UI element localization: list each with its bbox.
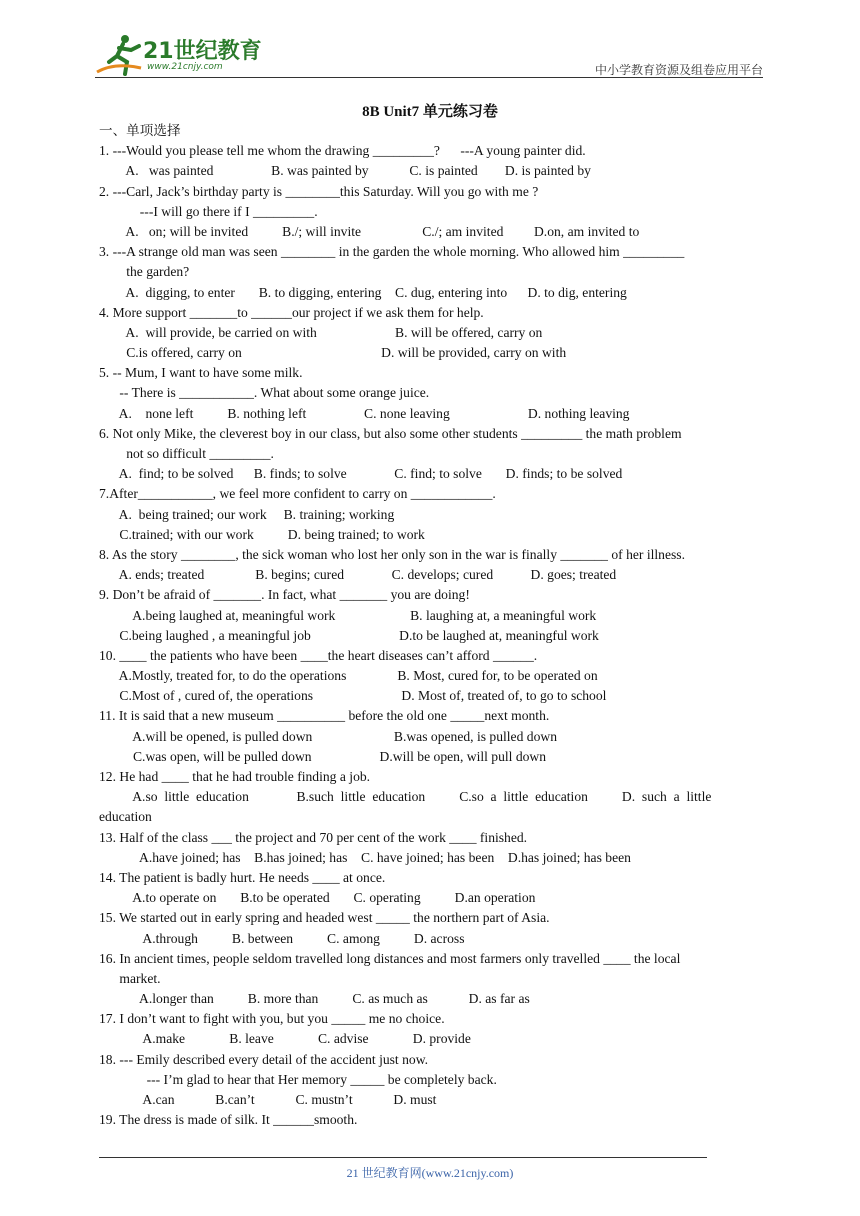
question-line: 12. He had ____ that he had trouble finding a job. [99, 769, 371, 784]
question-line: 19. The dress is made of silk. It ______smooth. [99, 1112, 358, 1128]
question-line: 8. As the story ________, the sick woman who lost her only son in the war is finally _______ of her illness. [99, 546, 685, 562]
question-line: 10. ____ the patients who have been ____the heart diseases can’t afford ______. [99, 647, 538, 663]
header-divider [95, 77, 763, 78]
question-line: A.longer than B. more than C. as much as D. as far as [99, 991, 530, 1007]
question-line: not so difficult _________. [99, 446, 274, 461]
question-line: 3. ---A strange old man was seen ________ in the garden the whole morning. Who allowed him _________ [99, 244, 685, 260]
logo [95, 32, 265, 78]
question-line: A. being trained; our work B. training; working [99, 506, 395, 522]
question-line: market. [99, 970, 161, 986]
question-list [99, 141, 761, 1130]
question-line: A.so little education B.such little education C.so a little education D. such a little [99, 789, 712, 805]
question-line: --- I’m glad to hear that Her memory _____ be completely back. [99, 1071, 497, 1087]
question-line: 7.After___________, we feel more confident to carry on ____________. [99, 486, 496, 502]
question-line: C.was open, will be pulled down D.will be open, will pull down [99, 748, 547, 764]
question-line: education [99, 809, 152, 825]
question-line: A. was painted B. was painted by C. is painted D. is painted by [99, 163, 591, 179]
question-line: 16. In ancient times, people seldom travelled long distances and most farmers only travelled ____ the local [99, 950, 681, 966]
question-line: 14. The patient is badly hurt. He needs ____ at once. [99, 869, 386, 885]
question-line: 5. -- Mum, I want to have some milk. [99, 365, 303, 381]
question-line: A. digging, to enter B. to digging, entering C. dug, entering into D. to dig, entering [99, 284, 627, 300]
question-line: ---I will go there if I _________. [99, 203, 318, 219]
question-line: A.will be opened, is pulled down B.was opened, is pulled down [99, 728, 557, 744]
logo-text: 21世纪教育 [143, 39, 262, 64]
question-line: 1. ---Would you please tell me whom the drawing _________? ---A young painter did. [99, 143, 586, 159]
question-line: 11. It is said that a new museum __________ before the old one _____next month. [99, 708, 550, 724]
footer-divider [99, 1157, 707, 1158]
question-line: -- There is ___________. What about some orange juice. [99, 385, 430, 401]
question-line: 9. Don’t be afraid of _______. In fact, what _______ you are doing! [99, 587, 470, 603]
logo-url: www.21cnjy.com [147, 62, 223, 72]
question-line: A.make B. leave C. advise D. provide [99, 1031, 471, 1047]
question-line: A.can B.can’t C. mustn’t D. must [99, 1092, 437, 1107]
page-footer: 21 世纪教育网(www.21cnjy.com) [346, 1166, 514, 1180]
question-line: C.is offered, carry on D. will be provided, carry on with [99, 345, 567, 361]
question-line: C.being laughed , a meaningful job D.to be laughed at, meaningful work [99, 627, 599, 643]
question-line: A.through B. between C. among D. across [99, 930, 465, 946]
exercise-content [99, 121, 761, 1130]
question-line: 6. Not only Mike, the cleverest boy in our class, but also some other students _________ the math problem [99, 425, 682, 441]
question-line: A. will provide, be carried on with B. will be offered, carry on [99, 324, 543, 340]
question-line: 13. Half of the class ___ the project and 70 per cent of the work ____ finished. [99, 829, 528, 845]
question-line: 18. --- Emily described every detail of the accident just now. [99, 1051, 429, 1067]
question-line: C.trained; with our work D. being trained; to work [99, 526, 425, 542]
page-title: 8B Unit7 单元练习卷 [362, 104, 498, 120]
question-line: A.have joined; has B.has joined; has C. have joined; has been D.has joined; has been [99, 849, 631, 865]
question-line: 2. ---Carl, Jack’s birthday party is ________this Saturday. Will you go with me ? [99, 183, 539, 199]
question-line: A. none left B. nothing left C. none leaving D. nothing leaving [99, 405, 630, 421]
page-header [95, 32, 763, 78]
question-line: 17. I don’t want to fight with you, but you _____ me no choice. [99, 1011, 445, 1027]
question-line: A.being laughed at, meaningful work B. laughing at, a meaningful work [99, 607, 597, 623]
question-line: the garden? [99, 264, 190, 280]
question-line: A. on; will be invited B./; will invite C./; am invited D.on, am invited to [99, 223, 640, 239]
section-heading: 一、单项选择 [99, 123, 181, 138]
question-line: 15. We started out in early spring and headed west _____ the northern part of Asia. [99, 910, 550, 926]
header-platform-name: 中小学教育资源及组卷应用平台 [594, 63, 763, 77]
question-line: C.Most of , cured of, the operations D. Most of, treated of, to go to school [99, 688, 607, 704]
question-line: 4. More support _______to ______our project if we ask them for help. [99, 304, 484, 320]
question-line: A.to operate on B.to be operated C. operating D.an operation [99, 890, 536, 906]
question-line: A.Mostly, treated for, to do the operations B. Most, cured for, to be operated on [99, 668, 598, 684]
question-line: A. find; to be solved B. finds; to solve C. find; to solve D. finds; to be solved [99, 466, 623, 482]
question-line: A. ends; treated B. begins; cured C. develops; cured D. goes; treated [99, 567, 617, 583]
